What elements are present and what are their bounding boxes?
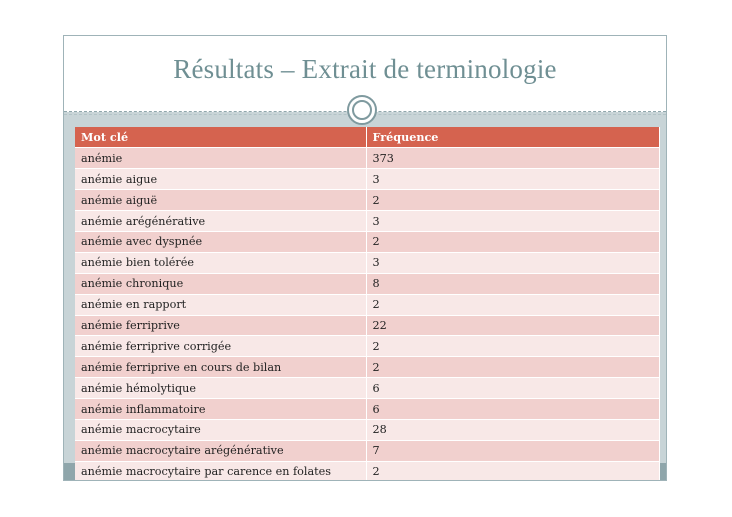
keyword-cell: anémie inflammatoire xyxy=(75,399,366,420)
table-row xyxy=(75,231,659,252)
keyword-cell: anémie ferriprive en cours de bilan xyxy=(75,357,366,378)
keyword-cell: anémie aiguë xyxy=(75,190,366,211)
frequency-cell: 2 xyxy=(366,294,659,315)
table-row xyxy=(75,357,659,378)
keyword-cell: anémie hémolytique xyxy=(75,378,366,399)
frequency-cell: 2 xyxy=(366,231,659,252)
frequency-cell: 28 xyxy=(366,419,659,440)
column-header-frequency: Fréquence xyxy=(366,127,659,148)
frequency-cell: 6 xyxy=(366,378,659,399)
frequency-cell: 8 xyxy=(366,273,659,294)
frequency-cell: 2 xyxy=(366,357,659,378)
table-row xyxy=(75,461,659,481)
frequency-cell: 22 xyxy=(366,315,659,336)
frequency-cell: 3 xyxy=(366,211,659,232)
keyword-cell: anémie en rapport xyxy=(75,294,366,315)
table-row xyxy=(75,169,659,190)
table-row xyxy=(75,190,659,211)
table-row xyxy=(75,378,659,399)
frequency-cell: 7 xyxy=(366,440,659,461)
keyword-cell: anémie ferriprive corrigée xyxy=(75,336,366,357)
keyword-cell: anémie macrocytaire par carence en folates xyxy=(75,461,366,481)
keyword-cell: anémie avec dyspnée xyxy=(75,231,366,252)
table-row xyxy=(75,148,659,169)
frequency-cell: 3 xyxy=(366,169,659,190)
keyword-cell: anémie aigue xyxy=(75,169,366,190)
keyword-cell: anémie bien tolérée xyxy=(75,252,366,273)
frequency-cell: 373 xyxy=(366,148,659,169)
slide-title: Résultats – Extrait de terminologie xyxy=(173,54,557,84)
frequency-cell: 6 xyxy=(366,399,659,420)
frequency-cell: 2 xyxy=(366,190,659,211)
table-row xyxy=(75,336,659,357)
table-row xyxy=(75,273,659,294)
table-header-row xyxy=(75,127,659,148)
keyword-cell: anémie xyxy=(75,148,366,169)
terminology-table xyxy=(75,127,660,481)
circle-ornament-icon xyxy=(347,95,377,125)
keyword-cell: anémie macrocytaire arégénérative xyxy=(75,440,366,461)
frequency-cell: 2 xyxy=(366,336,659,357)
table-row xyxy=(75,419,659,440)
keyword-cell: anémie chronique xyxy=(75,273,366,294)
keyword-cell: anémie arégénérative xyxy=(75,211,366,232)
table-row xyxy=(75,399,659,420)
column-header-keyword: Mot clé xyxy=(75,127,366,148)
frequency-cell: 2 xyxy=(366,461,659,481)
table-row xyxy=(75,294,659,315)
table-row xyxy=(75,252,659,273)
keyword-cell: anémie ferriprive xyxy=(75,315,366,336)
table-row xyxy=(75,315,659,336)
frequency-cell: 3 xyxy=(366,252,659,273)
table-row xyxy=(75,211,659,232)
keyword-cell: anémie macrocytaire xyxy=(75,419,366,440)
table-row xyxy=(75,440,659,461)
slide xyxy=(63,35,667,481)
